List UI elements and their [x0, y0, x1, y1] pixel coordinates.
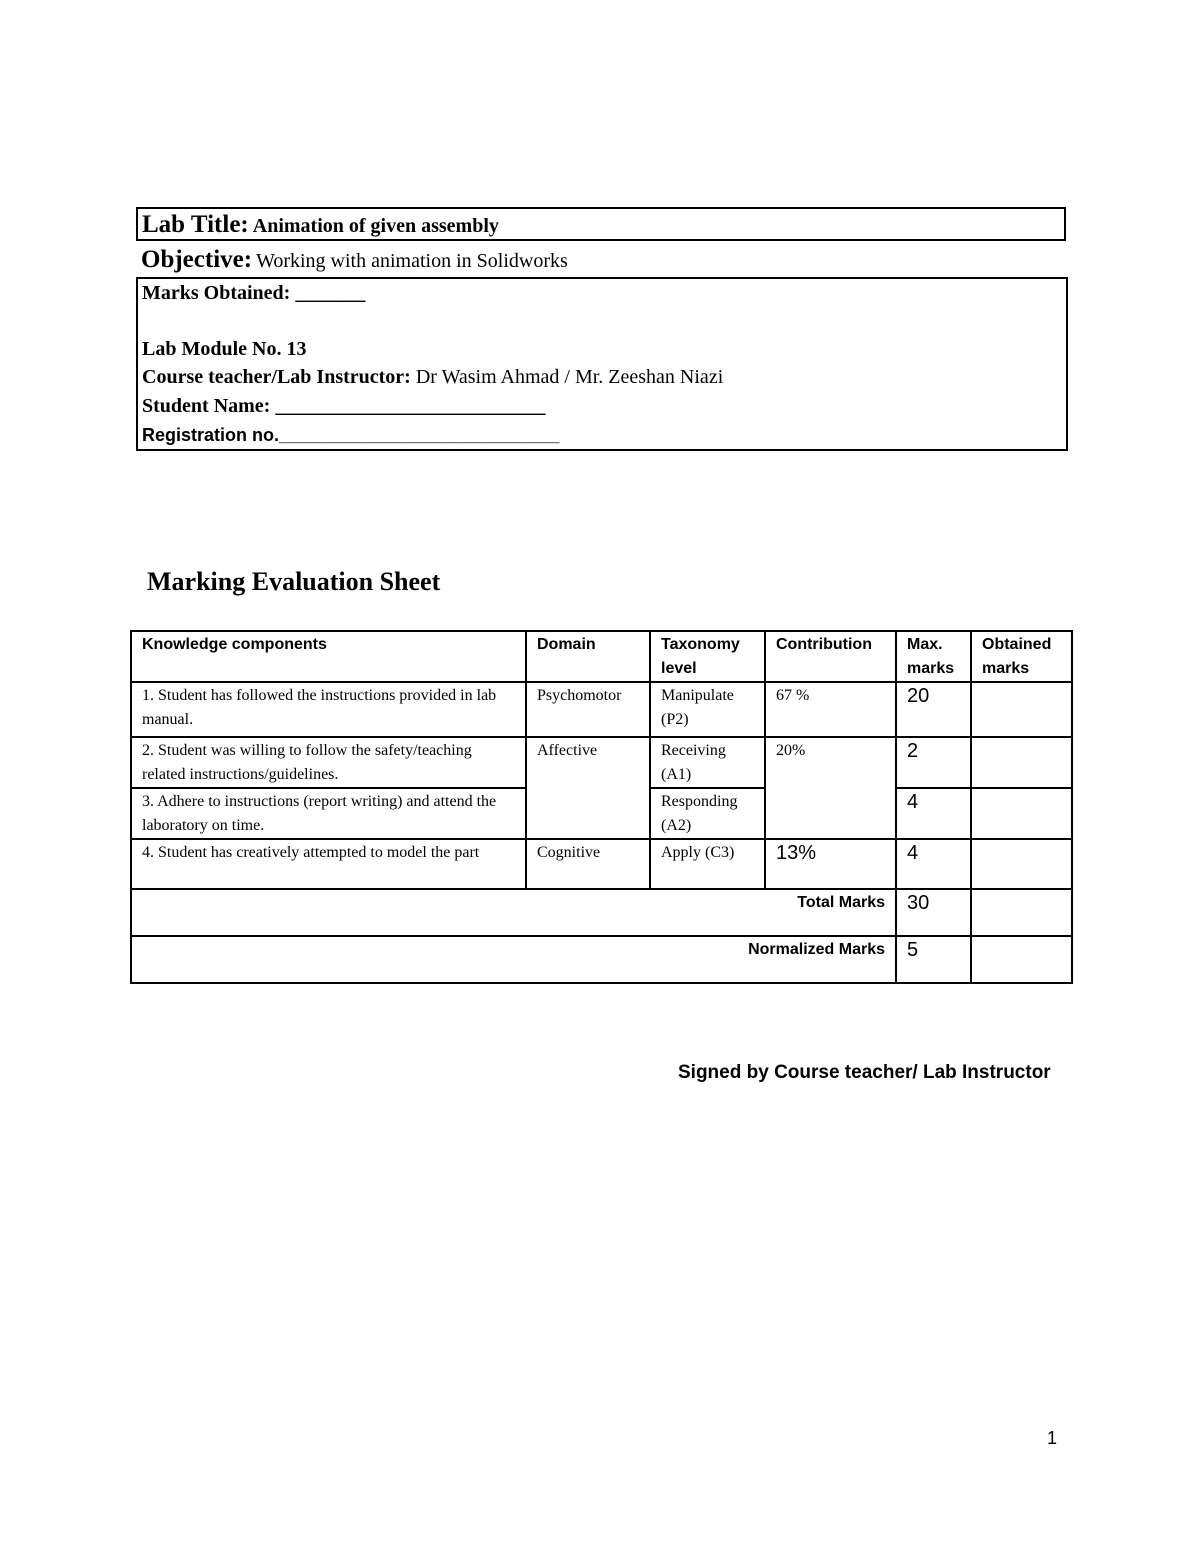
domain-cell: Psychomotor — [526, 682, 650, 737]
header-contribution: Contribution — [765, 631, 896, 682]
objective-line — [141, 244, 568, 276]
total-marks-row — [131, 889, 1072, 936]
domain-cell: Cognitive — [526, 839, 650, 889]
component-cell: 2. Student was willing to follow the safety/teaching related instructions/guidelines. — [131, 737, 526, 788]
course-teacher — [142, 366, 723, 389]
component-cell: 4. Student has creatively attempted to model the part — [131, 839, 526, 889]
lab-title-box — [136, 207, 1066, 241]
student-info-box — [136, 277, 1068, 451]
component-cell: 1. Student has followed the instructions provided in lab manual. — [131, 682, 526, 737]
evaluation-table — [130, 630, 1073, 984]
lab-title-label: Lab Title: — [142, 211, 249, 238]
table-row — [131, 839, 1072, 889]
lab-title-value: Animation of given assembly — [252, 215, 499, 237]
table-header-row — [131, 631, 1072, 682]
max-marks-cell: 20 — [896, 682, 971, 737]
table-row — [131, 737, 1072, 788]
signature-label: Signed by Course teacher/ Lab Instructor — [678, 1062, 1051, 1083]
normalized-marks-label: Normalized Marks — [131, 936, 896, 983]
total-marks-value: 30 — [896, 889, 971, 936]
obtained-marks-cell[interactable] — [971, 682, 1072, 737]
obtained-marks-cell[interactable] — [971, 788, 1072, 839]
header-max-marks: Max. marks — [896, 631, 971, 682]
contribution-cell: 67 % — [765, 682, 896, 737]
component-cell: 3. Adhere to instructions (report writing) and attend the laboratory on time. — [131, 788, 526, 839]
objective-label: Objective: — [141, 246, 253, 273]
max-marks-cell: 4 — [896, 839, 971, 889]
header-taxonomy-level: Taxonomy level — [650, 631, 765, 682]
header-obtained-marks: Obtained marks — [971, 631, 1072, 682]
taxonomy-cell: Manipulate (P2) — [650, 682, 765, 737]
marks-obtained: Marks Obtained: _______ — [142, 282, 366, 304]
registration-field: Registration no.____________________________ — [142, 425, 560, 445]
normalized-marks-row — [131, 936, 1072, 983]
contribution-cell: 13% — [765, 839, 896, 889]
table-row — [131, 682, 1072, 737]
normalized-marks-value: 5 — [896, 936, 971, 983]
header-knowledge-components: Knowledge components — [131, 631, 526, 682]
course-teacher-label: Course teacher/Lab Instructor: — [142, 366, 411, 388]
taxonomy-cell: Responding (A2) — [650, 788, 765, 839]
obtained-marks-cell[interactable] — [971, 839, 1072, 889]
header-domain: Domain — [526, 631, 650, 682]
domain-cell: Affective — [526, 737, 650, 839]
contribution-cell: 20% — [765, 737, 896, 839]
normalized-obtained-cell[interactable] — [971, 936, 1072, 983]
total-obtained-cell[interactable] — [971, 889, 1072, 936]
taxonomy-cell: Apply (C3) — [650, 839, 765, 889]
objective-value: Working with animation in Solidworks — [256, 250, 568, 272]
lab-module-number: Lab Module No. 13 — [142, 338, 307, 360]
student-name-field: Student Name: ___________________________ — [142, 395, 546, 417]
course-teacher-value: Dr Wasim Ahmad / Mr. Zeeshan Niazi — [415, 366, 724, 388]
max-marks-cell: 4 — [896, 788, 971, 839]
taxonomy-cell: Receiving (A1) — [650, 737, 765, 788]
obtained-marks-cell[interactable] — [971, 737, 1072, 788]
total-marks-label: Total Marks — [131, 889, 896, 936]
sheet-heading: Marking Evaluation Sheet — [147, 567, 441, 596]
max-marks-cell: 2 — [896, 737, 971, 788]
page-number: 1 — [1047, 1428, 1058, 1448]
